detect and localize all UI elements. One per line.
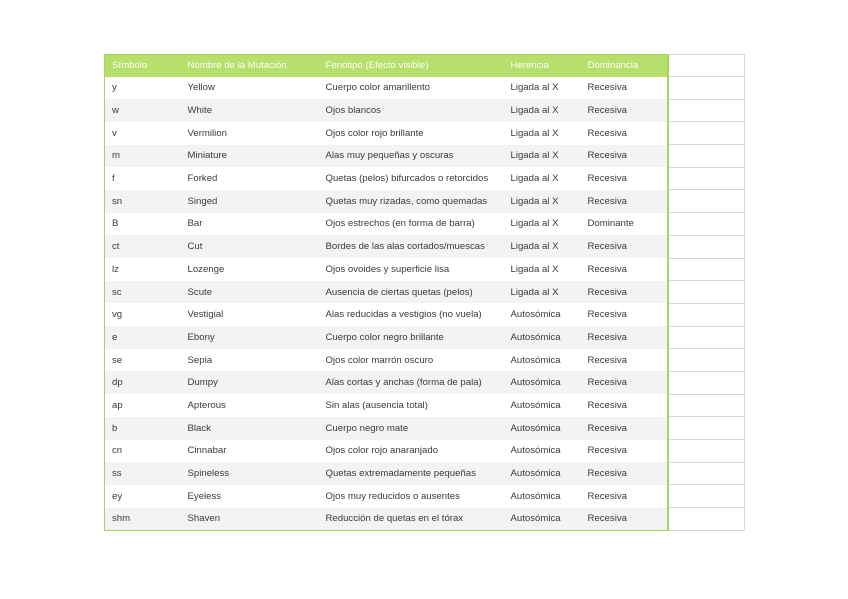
table-row	[105, 213, 745, 236]
phenotype-cell[interactable]: Cuerpo color amarillento	[319, 77, 504, 100]
phenotype-cell[interactable]: Quetas muy rizadas, como quemadas	[319, 190, 504, 213]
empty-cell[interactable]	[668, 485, 745, 508]
table-row	[105, 145, 745, 168]
dominance-cell[interactable]: Recesiva	[581, 235, 668, 258]
inheritance-cell[interactable]: Ligada al X	[504, 99, 581, 122]
symbol-cell[interactable]: lz	[105, 258, 181, 281]
table-row	[105, 303, 745, 326]
inheritance-cell[interactable]: Autosómica	[504, 417, 581, 440]
inheritance-cell[interactable]: Autosómica	[504, 394, 581, 417]
symbol-cell[interactable]: m	[105, 145, 181, 168]
inheritance-cell[interactable]: Autosómica	[504, 508, 581, 531]
mutation-name-cell[interactable]: Forked	[181, 167, 319, 190]
empty-cell[interactable]	[668, 462, 745, 485]
empty-cell[interactable]	[668, 99, 745, 122]
dominance-cell[interactable]: Recesiva	[581, 394, 668, 417]
mutation-name-cell[interactable]: Cut	[181, 235, 319, 258]
mutation-name-cell[interactable]: Singed	[181, 190, 319, 213]
table-row	[105, 371, 745, 394]
empty-cell[interactable]	[668, 122, 745, 145]
mutation-name-cell[interactable]: Black	[181, 417, 319, 440]
empty-cell[interactable]	[668, 303, 745, 326]
dominance-cell[interactable]: Recesiva	[581, 145, 668, 168]
empty-cell[interactable]	[668, 326, 745, 349]
inheritance-cell[interactable]: Ligada al X	[504, 167, 581, 190]
empty-cell[interactable]	[668, 190, 745, 213]
inheritance-cell[interactable]: Autosómica	[504, 462, 581, 485]
empty-cell[interactable]	[668, 281, 745, 304]
dominance-cell[interactable]: Recesiva	[581, 303, 668, 326]
mutation-name-cell[interactable]: Sepia	[181, 349, 319, 372]
symbol-cell[interactable]: f	[105, 167, 181, 190]
dominance-cell[interactable]: Recesiva	[581, 99, 668, 122]
mutation-name-cell[interactable]: Eyeless	[181, 485, 319, 508]
inheritance-cell[interactable]: Autosómica	[504, 303, 581, 326]
phenotype-cell[interactable]: Ausencia de ciertas quetas (pelos)	[319, 281, 504, 304]
inheritance-cell[interactable]: Ligada al X	[504, 145, 581, 168]
phenotype-cell[interactable]: Ojos ovoides y superficie lisa	[319, 258, 504, 281]
empty-cell[interactable]	[668, 394, 745, 417]
inheritance-cell[interactable]: Autosómica	[504, 371, 581, 394]
symbol-cell[interactable]: e	[105, 326, 181, 349]
symbol-cell[interactable]: ap	[105, 394, 181, 417]
table-row	[105, 394, 745, 417]
mutation-name-cell[interactable]: Yellow	[181, 77, 319, 100]
phenotype-cell[interactable]: Alas reducidas a vestigios (no vuela)	[319, 303, 504, 326]
dominance-cell[interactable]: Recesiva	[581, 190, 668, 213]
phenotype-cell[interactable]: Ojos color rojo anaranjado	[319, 440, 504, 463]
empty-cell[interactable]	[668, 77, 745, 100]
symbol-cell[interactable]: sn	[105, 190, 181, 213]
dominance-cell[interactable]: Recesiva	[581, 167, 668, 190]
inheritance-cell[interactable]: Ligada al X	[504, 235, 581, 258]
table-row	[105, 417, 745, 440]
dominance-cell[interactable]: Recesiva	[581, 417, 668, 440]
symbol-cell[interactable]: y	[105, 77, 181, 100]
table-row	[105, 281, 745, 304]
table-row	[105, 508, 745, 531]
dominance-cell[interactable]: Recesiva	[581, 326, 668, 349]
header-inheritance[interactable]: Herencia	[504, 55, 581, 77]
mutation-name-cell[interactable]: Vestigial	[181, 303, 319, 326]
dominance-cell[interactable]: Recesiva	[581, 349, 668, 372]
inheritance-cell[interactable]: Ligada al X	[504, 190, 581, 213]
phenotype-cell[interactable]: Alas muy pequeñas y oscuras	[319, 145, 504, 168]
spreadsheet-table-container	[104, 54, 744, 531]
header-symbol[interactable]: Símbolo	[105, 55, 181, 77]
table-row	[105, 485, 745, 508]
empty-cell[interactable]	[668, 145, 745, 168]
header-dominance[interactable]: Dominancia	[581, 55, 668, 77]
empty-cell[interactable]	[668, 167, 745, 190]
empty-cell[interactable]	[668, 508, 745, 531]
phenotype-cell[interactable]: Quetas (pelos) bifurcados o retorcidos	[319, 167, 504, 190]
inheritance-cell[interactable]: Autosómica	[504, 440, 581, 463]
symbol-cell[interactable]: v	[105, 122, 181, 145]
dominance-cell[interactable]: Recesiva	[581, 258, 668, 281]
symbol-cell[interactable]: sc	[105, 281, 181, 304]
symbol-cell[interactable]: shm	[105, 508, 181, 531]
mutation-name-cell[interactable]: Vermilion	[181, 122, 319, 145]
symbol-cell[interactable]: ey	[105, 485, 181, 508]
dominance-cell[interactable]: Dominante	[581, 213, 668, 236]
mutation-name-cell[interactable]: Bar	[181, 213, 319, 236]
table-row	[105, 440, 745, 463]
phenotype-cell[interactable]: Ojos muy reducidos o ausentes	[319, 485, 504, 508]
dominance-cell[interactable]: Recesiva	[581, 371, 668, 394]
inheritance-cell[interactable]: Ligada al X	[504, 122, 581, 145]
mutation-name-cell[interactable]: Spineless	[181, 462, 319, 485]
mutation-name-cell[interactable]: Miniature	[181, 145, 319, 168]
phenotype-cell[interactable]: Ojos blancos	[319, 99, 504, 122]
table-row	[105, 122, 745, 145]
phenotype-cell[interactable]: Cuerpo negro mate	[319, 417, 504, 440]
mutation-name-cell[interactable]: Lozenge	[181, 258, 319, 281]
table-row	[105, 190, 745, 213]
phenotype-cell[interactable]: Ojos color rojo brillante	[319, 122, 504, 145]
mutation-name-cell[interactable]: White	[181, 99, 319, 122]
table-row	[105, 326, 745, 349]
phenotype-cell[interactable]: Bordes de las alas cortados/muescas	[319, 235, 504, 258]
inheritance-cell[interactable]: Ligada al X	[504, 258, 581, 281]
dominance-cell[interactable]: Recesiva	[581, 440, 668, 463]
symbol-cell[interactable]: ss	[105, 462, 181, 485]
symbol-cell[interactable]: cn	[105, 440, 181, 463]
phenotype-cell[interactable]: Ojos color marrón oscuro	[319, 349, 504, 372]
table-row	[105, 349, 745, 372]
symbol-cell[interactable]: se	[105, 349, 181, 372]
inheritance-cell[interactable]: Autosómica	[504, 349, 581, 372]
table-row	[105, 235, 745, 258]
dominance-cell[interactable]: Recesiva	[581, 485, 668, 508]
mutation-name-cell[interactable]: Cinnabar	[181, 440, 319, 463]
empty-cell[interactable]	[668, 371, 745, 394]
header-row	[105, 55, 745, 77]
phenotype-cell[interactable]: Quetas extremadamente pequeñas	[319, 462, 504, 485]
inheritance-cell[interactable]: Autosómica	[504, 485, 581, 508]
mutation-name-cell[interactable]: Dumpy	[181, 371, 319, 394]
dominance-cell[interactable]: Recesiva	[581, 122, 668, 145]
mutations-table	[104, 54, 745, 531]
empty-cell[interactable]	[668, 417, 745, 440]
inheritance-cell[interactable]: Ligada al X	[504, 77, 581, 100]
table-row	[105, 462, 745, 485]
header-phenotype[interactable]: Fenotipo (Efecto visible)	[319, 55, 504, 77]
table-row	[105, 99, 745, 122]
symbol-cell[interactable]: w	[105, 99, 181, 122]
header-mutation-name[interactable]: Nombre de la Mutación	[181, 55, 319, 77]
phenotype-cell[interactable]: Cuerpo color negro brillante	[319, 326, 504, 349]
mutation-name-cell[interactable]: Apterous	[181, 394, 319, 417]
phenotype-cell[interactable]: Alas cortas y anchas (forma de pala)	[319, 371, 504, 394]
table-row	[105, 258, 745, 281]
table-row	[105, 77, 745, 100]
empty-cell[interactable]	[668, 440, 745, 463]
mutation-name-cell[interactable]: Ebony	[181, 326, 319, 349]
symbol-cell[interactable]: vg	[105, 303, 181, 326]
inheritance-cell[interactable]: Autosómica	[504, 326, 581, 349]
symbol-cell[interactable]: B	[105, 213, 181, 236]
symbol-cell[interactable]: dp	[105, 371, 181, 394]
empty-cell[interactable]	[668, 235, 745, 258]
phenotype-cell[interactable]: Ojos estrechos (en forma de barra)	[319, 213, 504, 236]
inheritance-cell[interactable]: Ligada al X	[504, 281, 581, 304]
symbol-cell[interactable]: b	[105, 417, 181, 440]
empty-cell[interactable]	[668, 349, 745, 372]
dominance-cell[interactable]: Recesiva	[581, 508, 668, 531]
phenotype-cell[interactable]: Reducción de quetas en el tórax	[319, 508, 504, 531]
inheritance-cell[interactable]: Ligada al X	[504, 213, 581, 236]
symbol-cell[interactable]: ct	[105, 235, 181, 258]
empty-cell[interactable]	[668, 258, 745, 281]
mutation-name-cell[interactable]: Shaven	[181, 508, 319, 531]
empty-cell[interactable]	[668, 213, 745, 236]
dominance-cell[interactable]: Recesiva	[581, 77, 668, 100]
dominance-cell[interactable]: Recesiva	[581, 281, 668, 304]
table-row	[105, 167, 745, 190]
dominance-cell[interactable]: Recesiva	[581, 462, 668, 485]
phenotype-cell[interactable]: Sin alas (ausencia total)	[319, 394, 504, 417]
header-empty-cell[interactable]	[668, 55, 745, 77]
mutation-name-cell[interactable]: Scute	[181, 281, 319, 304]
